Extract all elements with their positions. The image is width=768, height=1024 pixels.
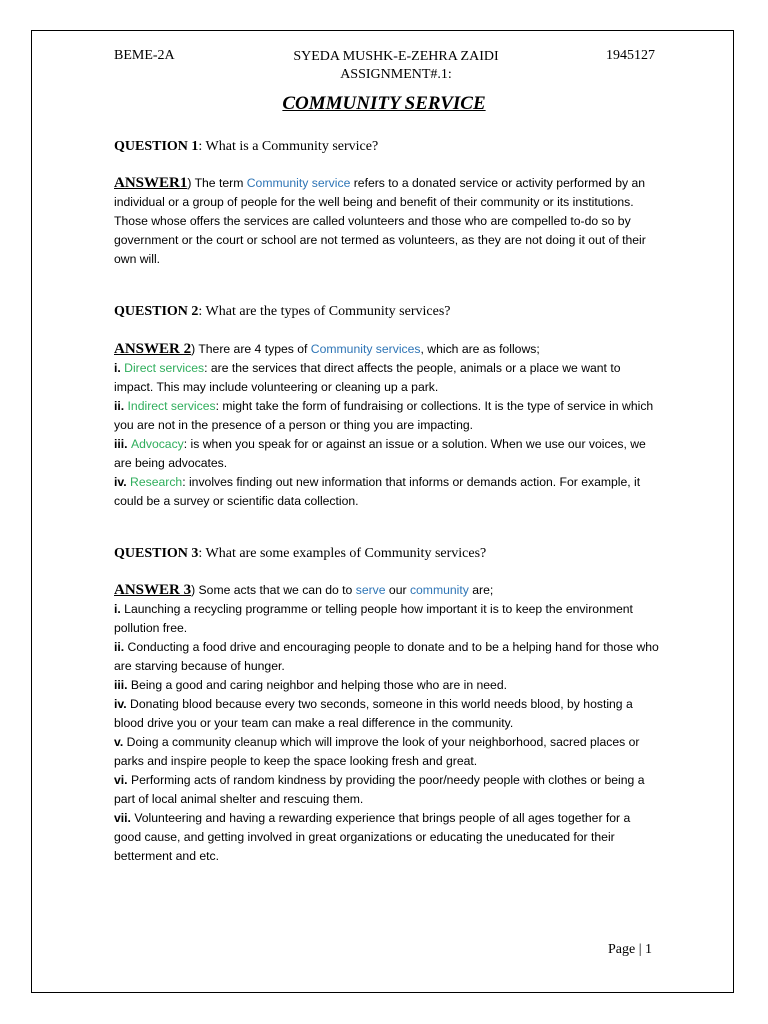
list-item-number: iii. xyxy=(114,437,131,451)
list-item-term: Indirect services xyxy=(127,399,216,413)
answer-2 xyxy=(114,340,659,511)
list-item-term: Direct services xyxy=(124,361,205,375)
answer-1-highlight: Community service xyxy=(246,176,351,190)
answer-3-community: community xyxy=(409,583,469,597)
answer-1-pre: ) The term xyxy=(187,176,247,190)
list-item xyxy=(114,600,659,638)
answer-2-label: ANSWER 2 xyxy=(114,341,192,357)
answer-3-mid: our xyxy=(385,583,410,597)
list-item-number: iv. xyxy=(114,475,131,489)
answer-3-intro xyxy=(114,581,659,600)
list-item-number: iii. xyxy=(114,678,128,692)
question-3-label: QUESTION 3 xyxy=(114,546,199,561)
header-student-id: 1945127 xyxy=(606,48,655,63)
question-3-text: : What are some examples of Community services? xyxy=(198,546,487,561)
answer-3 xyxy=(114,581,659,866)
list-item-number: vi. xyxy=(114,773,128,787)
answer-2-highlight: Community services xyxy=(310,342,421,356)
answer-2-pre: ) There are 4 types of xyxy=(191,342,311,356)
list-item xyxy=(114,771,659,809)
list-item-desc: Doing a community cleanup which will improve the look of your neighborhood, sacred places or parks and inspire people to keep the space looking fresh and great. xyxy=(114,735,640,768)
answer-3-pre: ) Some acts that we can do to xyxy=(191,583,356,597)
list-item xyxy=(114,733,659,771)
answer-1 xyxy=(114,174,659,269)
list-item-desc: Being a good and caring neighbor and helping those who are in need. xyxy=(127,678,508,692)
list-item-desc: : is when you speak for or against an issue or a solution. When we use our voices, we are being advocates. xyxy=(114,437,646,470)
list-item-number: ii. xyxy=(114,640,125,654)
list-item xyxy=(114,809,659,866)
answer-1-label: ANSWER1 xyxy=(114,175,188,191)
question-3 xyxy=(114,546,486,562)
question-1 xyxy=(114,139,378,155)
question-1-text: : What is a Community service? xyxy=(198,139,379,154)
list-item-term: Research xyxy=(130,475,183,489)
answer-3-label: ANSWER 3 xyxy=(114,582,192,598)
question-1-label: QUESTION 1 xyxy=(114,139,199,154)
list-item xyxy=(114,638,659,676)
list-item xyxy=(114,359,659,397)
list-item xyxy=(114,695,659,733)
list-item-desc: : might take the form of fundraising or collections. It is the type of service in which you are not in the presence of a person or thing you are impacting. xyxy=(114,399,654,432)
answer-1-body: refers to a donated service or activity performed by an individual or a group of people for the well being and benefit of their community or its institutions. Those whose offers the services are called volunteers and those who are compelled to-do so by government or the court or school are not termed as volunteers, as they are not doing it out of their own will. xyxy=(114,176,646,266)
list-item-desc: Performing acts of random kindness by providing the poor/needy people with clothes or being a part of local animal shelter and rescuing them. xyxy=(114,773,645,806)
list-item-number: ii. xyxy=(114,399,128,413)
list-item-desc: : involves finding out new information that informs or demands action. For example, it could be a survey or scientific data collection. xyxy=(114,475,641,508)
answer-1-paragraph xyxy=(114,174,659,269)
list-item-number: i. xyxy=(114,602,121,616)
list-item-desc: Volunteering and having a rewarding experience that brings people of all ages together for a good cause, and getting involved in great organizations or educating the uneducated for their betterment and etc. xyxy=(114,811,631,863)
question-2-label: QUESTION 2 xyxy=(114,304,199,319)
answer-3-post: are; xyxy=(468,583,494,597)
header-assignment: ASSIGNMENT#.1: xyxy=(340,67,452,82)
answer-2-intro xyxy=(114,340,659,359)
answer-2-post: , which are as follows; xyxy=(420,342,540,356)
list-item-desc: : are the services that direct affects the people, animals or a place we want to impact. This may include volunteering or cleaning up a park. xyxy=(114,361,621,394)
list-item-term: Advocacy xyxy=(130,437,184,451)
header-course: BEME-2A xyxy=(114,48,175,63)
list-item xyxy=(114,676,659,695)
list-item-number: v. xyxy=(114,735,124,749)
list-item xyxy=(114,397,659,435)
list-item-number: iv. xyxy=(114,697,127,711)
header-center xyxy=(271,48,521,84)
list-item-number: i. xyxy=(114,361,125,375)
document-title: COMMUNITY SERVICE xyxy=(282,93,486,114)
list-item-desc: Conducting a food drive and encouraging people to donate and to be a helping hand for those who are starving because of hunger. xyxy=(114,640,659,673)
list-item-desc: Launching a recycling programme or telling people how important it is to keep the environment pollution free. xyxy=(114,602,633,635)
list-item xyxy=(114,435,659,473)
list-item-number: vii. xyxy=(114,811,131,825)
list-item-desc: Donating blood because every two seconds, someone in this world needs blood, by hosting a blood drive you or your team can make a real difference in the community. xyxy=(114,697,633,730)
page-number: Page | 1 xyxy=(608,942,653,957)
question-2 xyxy=(114,304,450,320)
list-item xyxy=(114,473,659,511)
question-2-text: : What are the types of Community services? xyxy=(198,304,451,319)
header-author: SYEDA MUSHK-E-ZEHRA ZAIDI xyxy=(293,49,499,64)
answer-3-serve: serve xyxy=(355,583,386,597)
